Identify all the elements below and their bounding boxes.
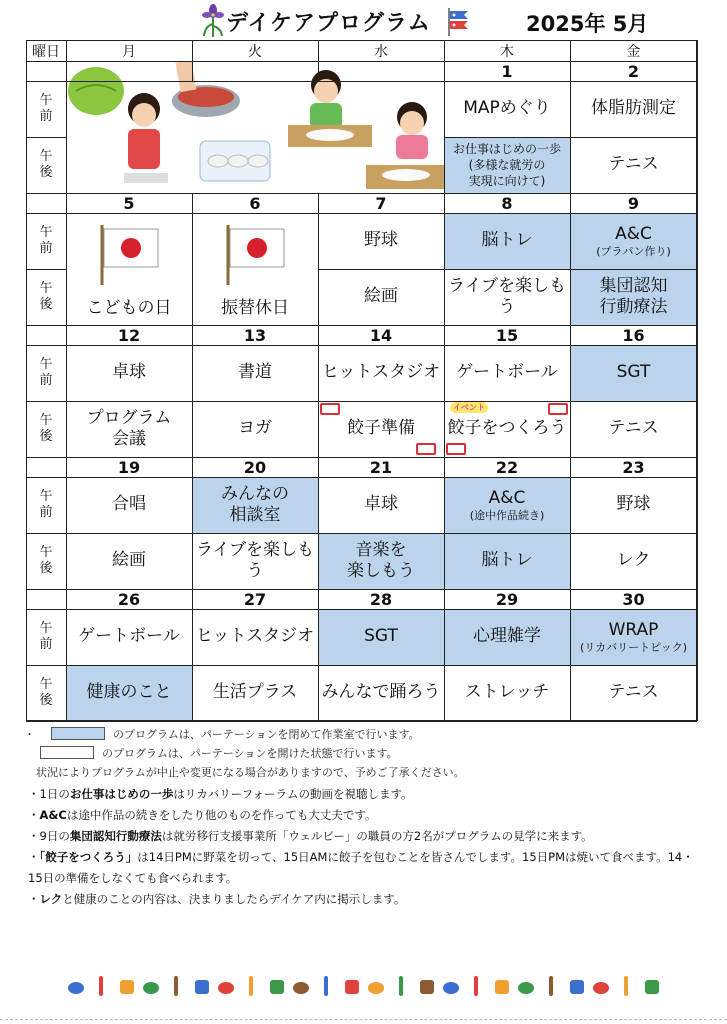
am-label: 午 前 — [39, 225, 53, 256]
date-number: 29 — [495, 589, 519, 609]
program-am: 野球 — [364, 230, 398, 251]
legend-notice: 状況によりプログラムが中止や変更になる場合がありますので、予めご了承ください。 — [36, 765, 465, 779]
program-note: (プラパン作り) — [596, 244, 671, 258]
program-am: 体脂肪測定 — [591, 98, 676, 119]
pm-label: 午 後 — [39, 413, 53, 444]
program-pm: 絵画 — [112, 550, 146, 571]
program-pm: ライブを楽しもう — [196, 539, 314, 581]
program-pm: 生活プラス — [212, 682, 298, 703]
date-number: 2 — [627, 61, 640, 81]
date-number: 21 — [369, 457, 393, 477]
program-pm: 餃子をつくろう — [447, 418, 567, 439]
pm-label: 午 後 — [39, 281, 53, 312]
iris-flower-icon — [200, 4, 226, 38]
legend-white-swatch — [40, 746, 94, 759]
am-label: 午 前 — [39, 357, 53, 388]
holiday-label: 振替休日 — [221, 297, 289, 318]
program-am: 卓球 — [364, 494, 398, 515]
program-pm: 餃子準備 — [347, 418, 415, 439]
program-pm: ライブを楽しもう — [448, 275, 566, 317]
date-number: 27 — [243, 589, 267, 609]
weekday-header-label: 曜日 — [32, 43, 60, 60]
kitchen-utensils-border-icon — [64, 972, 664, 1000]
program-am: 心理雑学 — [444, 609, 570, 665]
program-am: ゲートボール — [456, 362, 558, 383]
date-number: 1 — [501, 61, 513, 81]
program-am: A&C (プラパン作り) — [570, 213, 697, 269]
holiday-label: こどもの日 — [86, 297, 172, 318]
date-number: 6 — [249, 193, 261, 213]
am-label: 午 前 — [39, 489, 53, 520]
program-pm: レク — [616, 550, 651, 571]
legend-white-row — [24, 743, 465, 762]
program-pm: 脳トレ — [444, 533, 570, 589]
date-number: 28 — [369, 589, 393, 609]
weekday-header: 月 — [122, 43, 136, 60]
date-number: 23 — [622, 457, 645, 477]
program-am: ヒットスタジオ — [321, 362, 441, 383]
legend-blue-row: ・ のプログラムは、パーテーションを閉めて作業室で行います。 — [24, 727, 420, 741]
weekday-header: 木 — [500, 43, 514, 60]
date-number: 9 — [627, 193, 640, 213]
pm-label: 午 後 — [39, 677, 53, 708]
date-number: 14 — [369, 325, 393, 345]
pm-label: 午 後 — [39, 545, 53, 576]
date-number: 19 — [117, 457, 141, 477]
weekday-header: 金 — [626, 43, 641, 60]
program-am: みんなの 相談室 — [192, 477, 318, 533]
program-calendar — [26, 40, 697, 720]
program-note: (リカバリートピック) — [579, 640, 688, 654]
grid-border — [26, 40, 697, 721]
date-number: 8 — [501, 193, 513, 213]
notes-list — [28, 784, 698, 910]
program-pm: テニス — [608, 682, 659, 703]
date-number: 20 — [243, 457, 267, 477]
carp-streamer-icon — [446, 8, 472, 36]
legend-blue-text: のプログラムは、パーテーションを閉めて作業室で行います。 — [113, 727, 420, 741]
weekday-header: 水 — [374, 43, 388, 60]
weekday-header: 火 — [248, 43, 262, 60]
date-number: 13 — [243, 325, 267, 345]
program-am: 野球 — [616, 494, 651, 515]
am-label: 午 前 — [39, 621, 53, 652]
program-pm: テニス — [608, 418, 659, 439]
program-pm: お仕事はじめの一歩 (多様な就労の 実現に向けて) — [444, 137, 570, 193]
program-pm: 音楽を 楽しもう — [318, 533, 444, 589]
legend-white-text: のプログラムは、パーテーションを開けた状態で行います。 — [102, 746, 398, 760]
program-am: SGT — [570, 345, 697, 401]
note-item: ・A&Cは途中作品の続きをしたり他のものを作っても大丈夫です。 — [28, 808, 377, 822]
program-note: (途中作品続き) — [469, 508, 545, 522]
date-number: 30 — [622, 589, 645, 609]
program-am: SGT — [318, 609, 444, 665]
program-am: 脳トレ — [444, 213, 570, 269]
date-number: 12 — [117, 325, 141, 345]
date-number: 22 — [495, 457, 519, 477]
program-pm: プログラム 会議 — [86, 407, 172, 449]
date-number: 16 — [622, 325, 645, 345]
program-am: 書道 — [238, 362, 272, 383]
page-title: デイケアプログラム — [226, 11, 431, 36]
legend — [24, 724, 465, 781]
program-am: ヒットスタジオ — [195, 626, 315, 647]
event-badge: イベント — [450, 402, 488, 413]
pm-label: 午 後 — [39, 149, 53, 180]
note-item: ・レクと健康のことの内容は、決まりましたらデイケア内に掲示します。 — [28, 892, 406, 906]
note-item: ・1日のお仕事はじめの一歩はリカバリーフォーラムの動画を視聴します。 — [28, 787, 413, 801]
month-label: 2025年 5月 — [526, 12, 649, 36]
program-am: 卓球 — [112, 362, 146, 383]
program-am: WRAP (リカバリートピック) — [570, 609, 697, 665]
program-pm: 集団認知 行動療法 — [570, 269, 697, 325]
program-am: ゲートボール — [78, 626, 180, 647]
note-item: ・「餃子をつくろう」は14日PMに野菜を切って、15日AMに餃子を包むことを皆さんでします。15日PMは焼いて食べます。14・15日の準備をしなくても食べられます。 — [28, 850, 694, 885]
program-pm: ヨガ — [238, 418, 272, 439]
program-am: MAPめぐり — [463, 98, 551, 119]
program-am: 合唱 — [112, 494, 146, 515]
program-pm: みんなで踊ろう — [321, 682, 441, 703]
date-number: 5 — [123, 193, 135, 213]
date-number: 7 — [375, 193, 387, 213]
program-pm: 絵画 — [364, 286, 398, 307]
program-pm: 健康のこと — [66, 665, 192, 721]
program-am: A&C (途中作品続き) — [444, 477, 570, 533]
page-divider — [0, 1019, 727, 1020]
note-item: ・9日の集団認知行動療法は就労移行支援事業所「ウェルビー」の職員の方2名がプログラムの見学に来ます。 — [28, 829, 593, 843]
date-number: 15 — [495, 325, 519, 345]
date-number: 26 — [117, 589, 141, 609]
program-pm: ストレッチ — [464, 682, 550, 703]
am-label: 午 前 — [39, 93, 53, 124]
legend-blue-swatch — [51, 727, 105, 740]
program-pm: テニス — [608, 154, 659, 175]
